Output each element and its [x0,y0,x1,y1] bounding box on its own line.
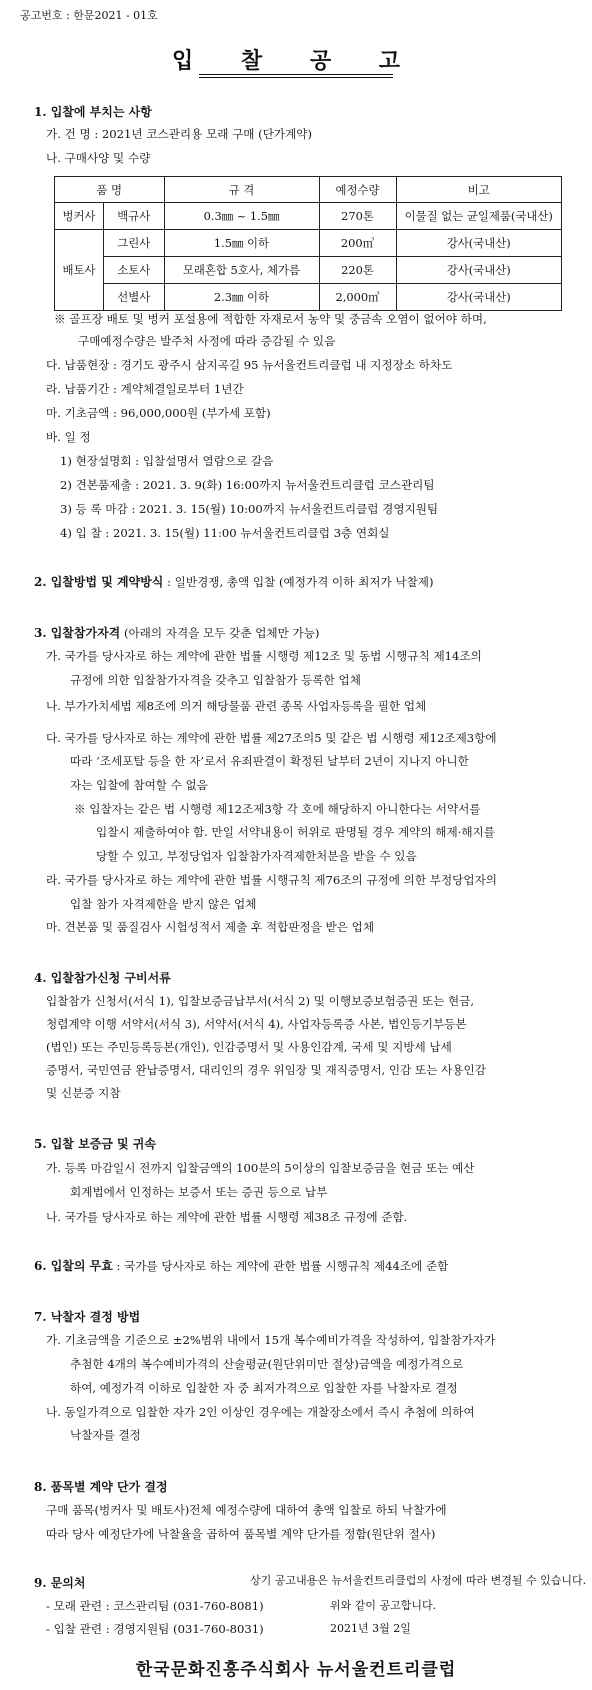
s5-item-a-2: 회계법에서 인정하는 보증서 또는 증권 등으로 납부 [70,1185,328,1199]
section-1-heading: 1. 입찰에 부치는 사항 [34,105,152,119]
cell-note: 강사(국내산) [396,230,562,257]
s3-item-e: 마. 견본품 및 품질검사 시험성적서 제출 후 적합판정을 받은 업체 [46,920,375,934]
notice-date: 2021년 3월 2일 [330,1622,411,1635]
section-5-heading: 5. 입찰 보증금 및 귀속 [34,1137,156,1151]
s1-item-a: 가. 건 명 : 2021년 코스관리용 모래 구매 (단가계약) [46,127,313,141]
s3-item-a-2: 규정에 의한 입찰참가자격을 갖추고 입찰참가 등록한 업체 [70,673,361,687]
section-8-heading: 8. 품목별 계약 단가 결정 [34,1480,168,1494]
table-row [55,257,562,284]
s7-item-b-1: 나. 동일가격으로 입찰한 자가 2인 이상인 경우에는 개찰장소에서 즉시 추첨에 의하여 [46,1405,475,1419]
section-6-heading: 6. 입찰의 무효 [34,1259,113,1273]
s4-line-1: 입찰참가 신청서(서식 1), 입찰보증금납부서(서식 2) 및 이행보증보험증권 또는 현금, [46,994,475,1008]
s1-item-e: 마. 기초금액 : 96,000,000원 (부가세 포함) [46,406,271,420]
cell-qty: 200㎥ [319,230,396,257]
notice-number: 공고번호 : 한문2021 - 01호 [20,9,158,22]
section-2-heading: 2. 입찰방법 및 계약방식 [34,575,164,589]
cell-qty: 2,000㎥ [319,284,396,311]
col-header-spec: 규 격 [164,177,319,203]
cell-spec: 모래혼합 5호사, 체가름 [164,257,319,284]
s4-line-5: 및 신분증 지참 [46,1086,121,1100]
table-row [55,230,562,257]
s3-item-b: 나. 부가가치세법 제8조에 의거 해당물품 관련 종목 사업자등록을 필한 업체 [46,699,427,713]
s1-item-b: 나. 구매사양 및 수량 [46,151,151,165]
s3-item-c-2: 따라 ‘조세포탈 등을 한 자’로서 유죄판결이 확정된 날부터 2년이 지나지 아니한 [70,754,469,768]
s3-item-d-2: 입찰 참가 자격제한을 받지 않은 업체 [70,897,257,911]
closing-statement: 상기 공고내용은 뉴서울컨트리클럽의 사정에 따라 변경될 수 있습니다. [250,1574,587,1587]
cell-name: 선별사 [104,284,165,311]
cell-qty: 270톤 [319,203,396,230]
contact-sand: - 모래 관련 : 코스관리팀 (031-760-8081) [46,1599,264,1613]
s7-item-b-2: 낙찰자를 결정 [70,1428,141,1442]
s1-note-line-1: ※ 골프장 배토 및 벙커 포설용에 적합한 자재로서 농약 및 중금속 오염이 없어야 하며, [54,312,487,326]
col-header-qty: 예정수량 [319,177,396,203]
title-underline [199,74,393,78]
section-6 [34,1258,448,1274]
cell-spec: 1.5㎜ 이하 [164,230,319,257]
s1-item-f: 바. 일 정 [46,430,91,444]
s3-note-2: 입찰시 제출하여야 함. 만일 서약내용이 허위로 판명될 경우 계약의 해제·해지를 [96,825,495,839]
section-7-heading: 7. 낙찰자 결정 방법 [34,1310,141,1324]
cell-group: 배토사 [55,230,104,311]
s4-line-3: (법인) 또는 주민등록등본(개인), 인감증명서 및 사용인감계, 국세 및 지방세 납세 [46,1040,452,1054]
cell-note: 강사(국내산) [396,284,562,311]
schedule-2: 2) 견본품제출 : 2021. 3. 9(화) 16:00까지 뉴서울컨트리클럽 코스관리팀 [60,478,435,492]
s3-item-a-1: 가. 국가를 당사자로 하는 계약에 관한 법률 시행령 제12조 및 동법 시행규칙 제14조의 [46,649,482,663]
cell-note: 이물질 없는 균일제품(국내산) [396,203,562,230]
s3-item-d-1: 라. 국가를 당사자로 하는 계약에 관한 법률 시행규칙 제76조의 규정에 의한 부정당업자의 [46,873,497,887]
table-row [55,284,562,311]
s3-item-c-1: 다. 국가를 당사자로 하는 계약에 관한 법률 제27조의5 및 같은 법 시행령 제12조제3항에 [46,731,497,745]
cell-spec: 2.3㎜ 이하 [164,284,319,311]
cell-name: 소토사 [104,257,165,284]
table-header-row [55,177,562,203]
closing-line-2: 위와 같이 공고합니다. [330,1599,437,1612]
s7-item-a-3: 하여, 예정가격 이하로 입찰한 자 중 최저가격으로 입찰한 자를 낙찰자로 결정 [70,1381,458,1395]
schedule-4: 4) 입 찰 : 2021. 3. 15(월) 11:00 뉴서울컨트리클럽 3층 연회실 [60,526,390,540]
col-header-note: 비고 [396,177,562,203]
s8-line-1: 구매 품목(벙커사 및 배토사)전체 예정수량에 대하여 총액 입찰로 하되 낙찰가에 [46,1503,447,1517]
schedule-3: 3) 등 록 마감 : 2021. 3. 15(월) 10:00까지 뉴서울컨트리클럽 경영지원팀 [60,502,439,516]
s8-line-2: 따라 당사 예정단가에 낙찰율을 곱하여 품목별 계약 단가를 정함(원단위 절사) [46,1527,436,1541]
cell-note: 강사(국내산) [396,257,562,284]
section-6-text: : 국가를 당사자로 하는 계약에 관한 법률 시행규칙 제44조에 준함 [112,1259,449,1273]
col-header-item: 품 명 [55,177,165,203]
section-2-text: : 일반경쟁, 총액 입찰 (예정가격 이하 최저가 낙찰제) [163,575,434,589]
section-4-heading: 4. 입찰참가신청 구비서류 [34,971,171,985]
organization-name: 한국문화진흥주식회사 뉴서울컨트리클럽 [135,1660,457,1680]
contact-bid: - 입찰 관련 : 경영지원팀 (031-760-8031) [46,1622,264,1636]
cell-spec: 0.3㎜ ~ 1.5㎜ [164,203,319,230]
s1-item-d: 라. 납품기간 : 계약체결일로부터 1년간 [46,382,244,396]
s5-item-b: 나. 국가를 당사자로 하는 계약에 관한 법률 시행령 제38조 규정에 준함. [46,1210,408,1224]
s3-note-3: 당할 수 있고, 부정당업자 입찰참가자격제한처분을 받을 수 있음 [96,849,417,863]
section-3-heading: 3. 입찰참가자격 [34,626,121,640]
section-2 [34,574,434,590]
cell-qty: 220톤 [319,257,396,284]
section-3-heading-note: (아래의 자격을 모두 갖춘 업체만 가능) [120,626,320,640]
s7-item-a-1: 가. 기초금액을 기준으로 ±2%범위 내에서 15개 복수예비가격을 작성하여, 입찰참가자가 [46,1333,496,1347]
section-9-heading: 9. 문의처 [34,1576,86,1590]
s3-item-c-3: 자는 입찰에 참여할 수 없음 [70,778,208,792]
spec-table [54,176,562,311]
cell-group: 벙커사 [55,203,104,230]
s4-line-2: 청렴계약 이행 서약서(서식 3), 서약서(서식 4), 사업자등록증 사본, 법인등기부등본 [46,1017,467,1031]
section-3 [34,625,319,641]
schedule-1: 1) 현장설명회 : 입찰설명서 열람으로 갈음 [60,454,274,468]
s4-line-4: 증명서, 국민연금 완납증명서, 대리인의 경우 위임장 및 재직증명서, 인감 또는 사용인감 [46,1063,486,1077]
table-row [55,203,562,230]
s1-note-line-2: 구매예정수량은 발주처 사정에 따라 증감될 수 있음 [78,334,336,348]
page-title: 입 찰 공 고 [172,48,420,74]
s3-note-1: ※ 입찰자는 같은 법 시행령 제12조제3항 각 호에 해당하지 아니한다는 서약서를 [74,802,481,816]
s7-item-a-2: 추첨한 4개의 복수예비가격의 산술평균(원단위미만 절상)금액을 예정가격으로 [70,1357,464,1371]
cell-name: 그린사 [104,230,165,257]
cell-name: 백규사 [104,203,165,230]
s5-item-a-1: 가. 등록 마감일시 전까지 입찰금액의 100분의 5이상의 입찰보증금을 현금 또는 예산 [46,1161,475,1175]
s1-item-c: 다. 납품현장 : 경기도 광주시 삼지곡길 95 뉴서울컨트리클럽 내 지정장소 하차도 [46,358,453,372]
